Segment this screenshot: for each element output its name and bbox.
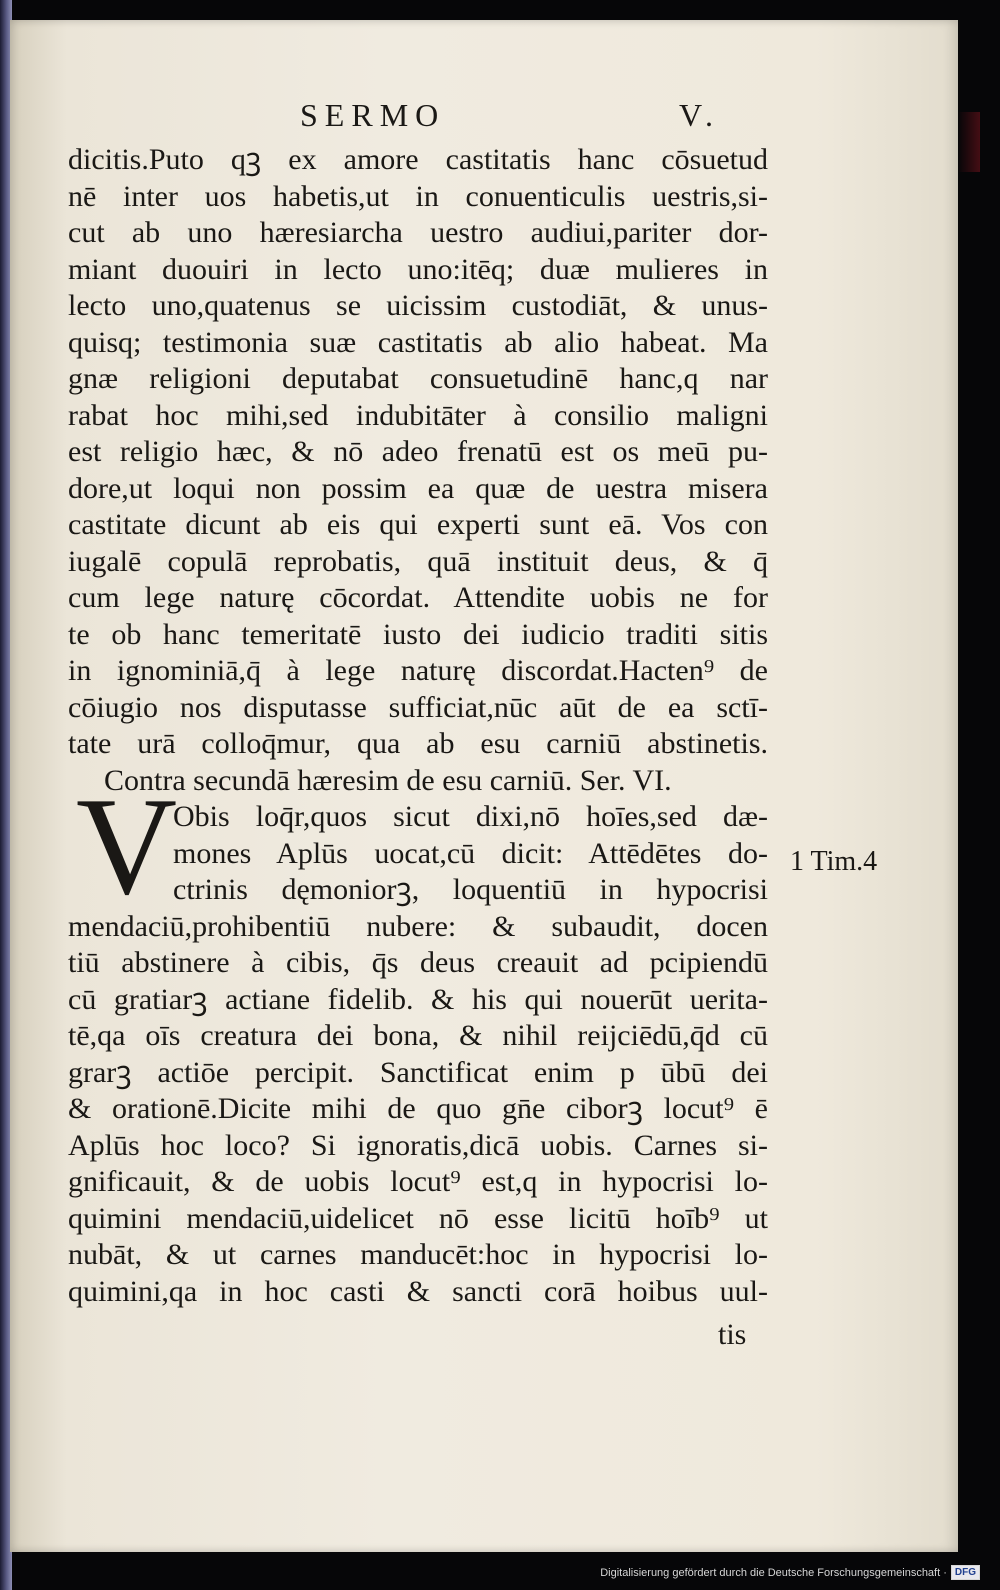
drop-cap-initial: V — [76, 769, 178, 924]
text-line: iugalē copulā reprobatis, quā instituit deus, & q̄ — [68, 544, 768, 578]
digitization-credit — [590, 1565, 980, 1580]
text-line: nubāt, & ut carnes manducēt:hoc in hypocrisi lo- — [68, 1238, 768, 1271]
text-line: castitate dicunt ab eis qui experti sunt eā. Vos con — [68, 508, 768, 541]
text-line: in ignominiā,q̄ à lege naturę discordat.Hacten⁹ de — [68, 654, 768, 687]
text-line: miant duouiri in lecto uno:itēq; duæ mulieres in — [68, 252, 768, 286]
text-line: cut ab uno hæresiarcha uestro audiui,pariter dor- — [68, 216, 768, 249]
dfg-logo: DFG — [951, 1565, 980, 1580]
text-line: lecto uno,quatenus se uicissim custodiāt, & unus- — [68, 289, 768, 322]
text-line: dore,ut loqui non possim ea quæ de uestra misera — [68, 471, 768, 505]
text-line: Obis loq̄r,quos sicut dixi,nō hoīes,sed dæ- — [173, 800, 768, 833]
catchword: tis — [718, 1318, 747, 1351]
text-line: tate urā colloq̄mur, qua ab esu carniū abstinetis. — [68, 727, 768, 760]
text-line: gnæ religioni deputabat consuetudinē hanc,q nar — [68, 362, 768, 395]
section-heading: Contra secundā hæresim de esu carniū. Ser. VI. — [104, 763, 672, 797]
text-line: gnificauit, & de uobis locut⁹ est,q in hypocrisi lo- — [68, 1165, 768, 1198]
text-line: tiū abstinere à cibis, q̄s deus creauit ad pcipiendū — [68, 946, 768, 979]
text-line: quimini,qa in hoc casti & sancti corā hoibus uul- — [68, 1274, 768, 1308]
credit-text: Digitalisierung gefördert durch die Deutsche Forschungsgemeinschaft · — [600, 1566, 947, 1579]
text-line: mones Aplūs uocat,cū dicit: Attēdētes do- — [173, 836, 768, 870]
margin-note: 1 Tim.4 — [790, 846, 878, 877]
text-line: nē inter uos habetis,ut in conuenticulis uestris,si- — [68, 179, 768, 213]
text-line: quimini mendaciū,uidelicet nō esse licitū hoīb⁹ ut — [68, 1201, 768, 1235]
text-line: mendaciū,prohibentiū nubere: & subaudit, docen — [68, 909, 768, 943]
text-line: cum lege naturę cōcordat. Attendite uobis ne for — [68, 581, 768, 614]
text-line: cū gratiarꝫ actiane fidelib. & his qui nouerūt uerita- — [68, 982, 768, 1016]
text-line: Aplūs hoc loco? Si ignoratis,dicā uobis. Carnes si- — [68, 1128, 768, 1162]
text-line: grarꝫ actiōe percipit. Sanctificat enim p ūbū dei — [68, 1055, 768, 1089]
page-edge-stain — [958, 112, 980, 172]
running-head-title: SERMO — [300, 97, 446, 133]
body-text — [68, 142, 768, 1310]
text-line: rabat hoc mihi,sed indubitāter à consilio maligni — [68, 398, 768, 432]
text-line: est religio hæc, & nō adeo frenatū est os meū pu- — [68, 435, 768, 468]
text-line: ctrinis dęmoniorꝫ, loquentiū in hypocrisi — [173, 873, 768, 906]
running-head-number: V. — [679, 97, 720, 133]
text-line: tē,qa oīs creatura dei bona, & nihil reijciēdū,q̄d cū — [68, 1019, 768, 1052]
text-line: dicitis.Puto qꝫ ex amore castitatis hanc cōsuetud — [68, 143, 768, 176]
text-line: & orationē.Dicite mihi de quo gn̄e ciborꝫ locut⁹ ē — [68, 1092, 768, 1125]
text-line: cōiugio nos disputasse sufficiat,nūc aūt de ea sctī- — [68, 690, 768, 724]
text-line: te ob hanc temeritatē iusto dei iudicio traditi sitis — [68, 617, 768, 651]
running-head — [300, 97, 720, 134]
text-line: quisq; testimonia suæ castitatis ab alio habeat. Ma — [68, 325, 768, 359]
